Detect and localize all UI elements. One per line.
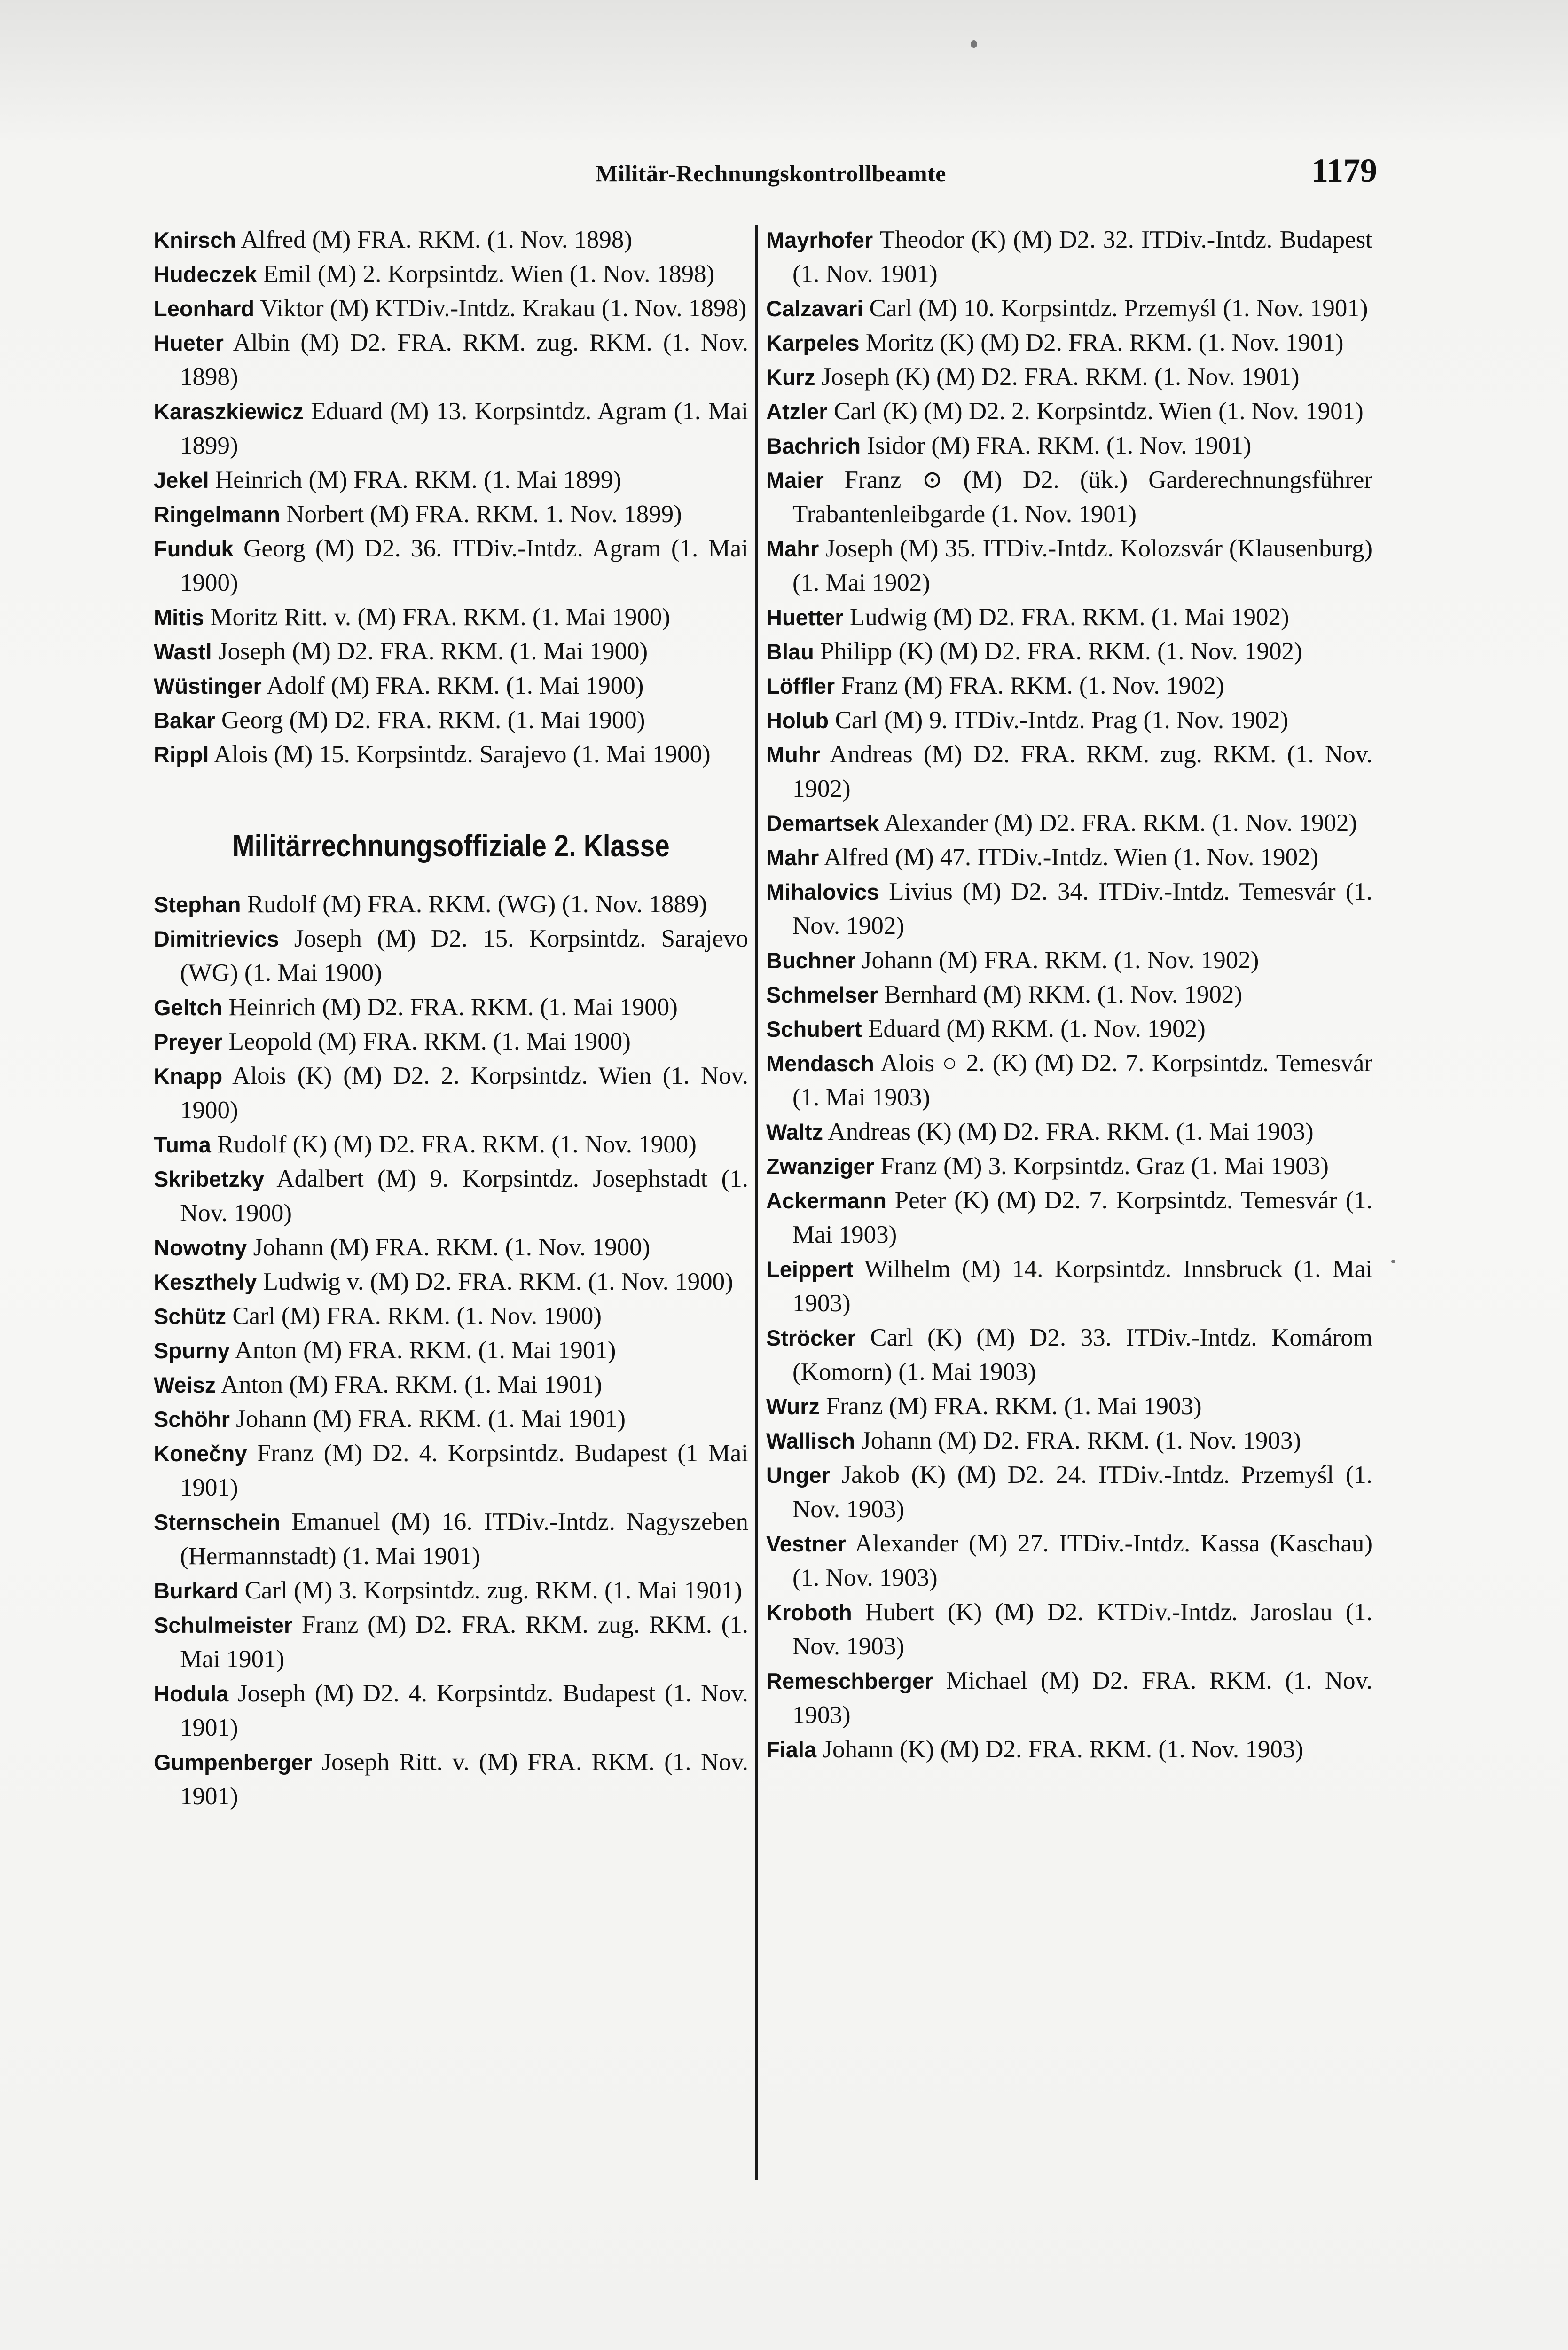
surname: Stephan [154,892,241,917]
register-entry: Kurz Joseph (K) (M) D2. FRA. RKM. (1. Nov. 1901) [766,363,1300,391]
register-entry: Konečny Franz (M) D2. 4. Korpsintdz. Budapest (1 Mai 1901) [154,1440,748,1501]
surname: Funduk [154,536,234,561]
surname: Gumpenberger [154,1750,312,1775]
surname: Mayrhofer [766,227,873,252]
surname: Karpeles [766,330,860,355]
surname: Fiala [766,1737,817,1762]
surname: Buchner [766,948,856,973]
register-entry: Preyer Leopold (M) FRA. RKM. (1. Mai 1900) [154,1028,631,1055]
surname: Keszthely [154,1269,257,1294]
register-entry: Sternschein Emanuel (M) 16. ITDiv.-Intdz. Nagyszeben (Hermannstadt) (1. Mai 1901) [154,1508,748,1570]
surname: Mitis [154,605,204,630]
surname: Bachrich [766,433,861,458]
register-entry: Karpeles Moritz (K) (M) D2. FRA. RKM. (1. Nov. 1901) [766,329,1344,356]
register-entry: Holub Carl (M) 9. ITDiv.-Intdz. Prag (1. Nov. 1902) [766,706,1288,734]
right-column [766,223,1372,1767]
entry-list-section [154,887,748,1814]
surname: Remeschberger [766,1668,933,1693]
surname: Preyer [154,1029,223,1054]
register-entry: Leippert Wilhelm (M) 14. Korpsintdz. Innsbruck (1. Mai 1903) [766,1255,1372,1317]
register-entry: Spurny Anton (M) FRA. RKM. (1. Mai 1901) [154,1337,616,1364]
register-entry: Schöhr Johann (M) FRA. RKM. (1. Mai 1901) [154,1405,626,1433]
register-entry: Blau Philipp (K) (M) D2. FRA. RKM. (1. Nov. 1902) [766,638,1302,665]
register-entry: Mitis Moritz Ritt. v. (M) FRA. RKM. (1. Mai 1900) [154,603,670,631]
register-entry: Wastl Joseph (M) D2. FRA. RKM. (1. Mai 1900) [154,638,648,665]
register-entry: Skribetzky Adalbert (M) 9. Korpsintdz. Josephstadt (1. Nov. 1900) [154,1165,748,1227]
register-entry: Fiala Johann (K) (M) D2. FRA. RKM. (1. Nov. 1903) [766,1736,1304,1763]
surname: Zwanziger [766,1154,874,1179]
surname: Wastl [154,639,212,664]
surname: Schütz [154,1304,227,1329]
running-head: Militär-Rechnungskontrollbeamte [595,160,947,187]
register-entry: Ringelmann Norbert (M) FRA. RKM. 1. Nov. 1899) [154,501,682,528]
surname: Mahr [766,536,819,561]
surname: Blau [766,639,814,664]
register-entry: Keszthely Ludwig v. (M) D2. FRA. RKM. (1. Nov. 1900) [154,1268,733,1295]
surname: Jekel [154,468,209,493]
register-entry: Löffler Franz (M) FRA. RKM. (1. Nov. 1902) [766,672,1224,699]
surname: Weisz [154,1372,216,1397]
surname: Sternschein [154,1510,281,1535]
surname: Kurz [766,365,815,390]
surname: Tuma [154,1132,211,1157]
register-entry: Ströcker Carl (K) (M) D2. 33. ITDiv.-Intdz. Komárom (Komorn) (1. Mai 1903) [766,1324,1372,1386]
register-entry: Schmelser Bernhard (M) RKM. (1. Nov. 1902) [766,981,1243,1008]
surname: Calzavari [766,296,863,321]
register-entry: Dimitrievics Joseph (M) D2. 15. Korpsintdz. Sarajevo (WG) (1. Mai 1900) [154,925,748,987]
column-divider [755,225,758,2180]
surname: Löffler [766,674,835,698]
surname: Schulmeister [154,1613,293,1637]
surname: Knapp [154,1064,223,1089]
register-entry: Maier Franz ⊙ (M) D2. (ük.) Garderechnungsführer Trabantenleibgarde (1. Nov. 1901) [766,466,1372,528]
surname: Kroboth [766,1600,852,1625]
surname: Mahr [766,845,819,870]
surname: Nowotny [154,1235,247,1260]
register-entry: Nowotny Johann (M) FRA. RKM. (1. Nov. 1900) [154,1234,651,1261]
surname: Burkard [154,1578,239,1603]
register-entry: Muhr Andreas (M) D2. FRA. RKM. zug. RKM. (1. Nov. 1902) [766,741,1372,802]
surname: Vestner [766,1531,846,1556]
register-entry: Buchner Johann (M) FRA. RKM. (1. Nov. 1902) [766,947,1259,974]
register-entry: Rippl Alois (M) 15. Korpsintdz. Sarajevo (1. Mai 1900) [154,741,711,768]
surname: Schöhr [154,1407,230,1432]
surname: Ringelmann [154,502,280,527]
register-entry: Mahr Alfred (M) 47. ITDiv.-Intdz. Wien (1. Nov. 1902) [766,844,1319,871]
surname: Schubert [766,1017,862,1042]
surname: Karaszkiewicz [154,399,304,424]
register-entry: Unger Jakob (K) (M) D2. 24. ITDiv.-Intdz. Przemyśl (1. Nov. 1903) [766,1461,1372,1523]
surname: Demartsek [766,811,879,836]
register-entry: Mihalovics Livius (M) D2. 34. ITDiv.-Intdz. Temesvár (1. Nov. 1902) [766,878,1372,940]
register-entry: Funduk Georg (M) D2. 36. ITDiv.-Intdz. Agram (1. Mai 1900) [154,535,748,596]
register-entry: Schütz Carl (M) FRA. RKM. (1. Nov. 1900) [154,1302,602,1330]
surname: Muhr [766,742,820,767]
register-entry: Ackermann Peter (K) (M) D2. 7. Korpsintdz. Temesvár (1. Mai 1903) [766,1187,1372,1248]
surname: Ackermann [766,1188,886,1213]
surname: Wallisch [766,1428,855,1453]
surname: Bakar [154,708,215,733]
surname: Spurny [154,1338,230,1363]
surname: Leonhard [154,296,255,321]
surname: Mendasch [766,1051,874,1076]
register-entry: Mendasch Alois ○ 2. (K) (M) D2. 7. Korpsintdz. Temesvár (1. Mai 1903) [766,1050,1372,1111]
register-entry: Jekel Heinrich (M) FRA. RKM. (1. Mai 1899) [154,466,621,494]
entry-list-top [154,223,748,772]
surname: Waltz [766,1120,823,1144]
register-entry: Waltz Andreas (K) (M) D2. FRA. RKM. (1. Mai 1903) [766,1118,1314,1145]
register-entry: Hudeczek Emil (M) 2. Korpsintdz. Wien (1. Nov. 1898) [154,260,715,288]
surname: Hodula [154,1681,229,1706]
surname: Hueter [154,330,224,355]
register-entry: Gumpenberger Joseph Ritt. v. (M) FRA. RKM. (1. Nov. 1901) [154,1748,748,1810]
register-entry: Huetter Ludwig (M) D2. FRA. RKM. (1. Mai 1902) [766,603,1289,631]
register-entry: Bakar Georg (M) D2. FRA. RKM. (1. Mai 1900) [154,706,645,734]
register-entry: Weisz Anton (M) FRA. RKM. (1. Mai 1901) [154,1371,602,1398]
surname: Rippl [154,742,209,767]
register-entry: Karaszkiewicz Eduard (M) 13. Korpsintdz. Agram (1. Mai 1899) [154,398,748,459]
surname: Maier [766,468,824,493]
register-entry: Demartsek Alexander (M) D2. FRA. RKM. (1. Nov. 1902) [766,809,1357,837]
surname: Leippert [766,1257,854,1282]
left-column [154,223,748,1814]
register-entry: Tuma Rudolf (K) (M) D2. FRA. RKM. (1. Nov. 1900) [154,1131,697,1158]
page-number: 1179 [1311,152,1377,189]
surname: Unger [766,1463,830,1488]
surname: Schmelser [766,982,878,1007]
register-entry: Vestner Alexander (M) 27. ITDiv.-Intdz. Kassa (Kaschau) (1. Nov. 1903) [766,1530,1372,1591]
section-heading: Militärrechnungsoffiziale 2. Klasse [232,828,670,863]
register-entry: Wüstinger Adolf (M) FRA. RKM. (1. Mai 1900) [154,672,644,699]
register-entry: Hueter Albin (M) D2. FRA. RKM. zug. RKM. (1. Nov. 1898) [154,329,748,391]
register-entry: Remeschberger Michael (M) D2. FRA. RKM. (1. Nov. 1903) [766,1667,1372,1729]
print-speck [971,40,977,48]
register-entry: Mahr Joseph (M) 35. ITDiv.-Intdz. Kolozsvár (Klausenburg) (1. Mai 1902) [766,535,1372,596]
surname: Wurz [766,1394,820,1419]
surname: Atzler [766,399,828,424]
register-entry: Leonhard Viktor (M) KTDiv.-Intdz. Krakau (1. Nov. 1898) [154,295,747,322]
surname: Konečny [154,1441,247,1466]
surname: Hudeczek [154,262,257,287]
register-entry: Schulmeister Franz (M) D2. FRA. RKM. zug. RKM. (1. Mai 1901) [154,1611,748,1673]
surname: Ströcker [766,1325,856,1350]
register-entry: Hodula Joseph (M) D2. 4. Korpsintdz. Budapest (1. Nov. 1901) [154,1680,748,1741]
register-entry: Atzler Carl (K) (M) D2. 2. Korpsintdz. Wien (1. Nov. 1901) [766,398,1364,425]
register-entry: Stephan Rudolf (M) FRA. RKM. (WG) (1. Nov. 1889) [154,891,707,918]
surname: Mihalovics [766,879,879,904]
register-entry: Schubert Eduard (M) RKM. (1. Nov. 1902) [766,1015,1206,1042]
surname: Dimitrievics [154,926,279,951]
print-speck [1391,1260,1395,1263]
surname: Geltch [154,995,223,1020]
surname: Holub [766,708,829,733]
register-entry: Wurz Franz (M) FRA. RKM. (1. Mai 1903) [766,1393,1202,1420]
register-entry: Knirsch Alfred (M) FRA. RKM. (1. Nov. 1898) [154,226,633,253]
register-entry: Zwanziger Franz (M) 3. Korpsintdz. Graz (1. Mai 1903) [766,1152,1329,1180]
surname: Wüstinger [154,674,262,698]
surname: Huetter [766,605,844,630]
register-entry: Geltch Heinrich (M) D2. FRA. RKM. (1. Mai 1900) [154,994,678,1021]
register-entry: Calzavari Carl (M) 10. Korpsintdz. Przemyśl (1. Nov. 1901) [766,295,1368,322]
register-entry: Burkard Carl (M) 3. Korpsintdz. zug. RKM. (1. Mai 1901) [154,1577,742,1604]
register-entry: Knapp Alois (K) (M) D2. 2. Korpsintdz. Wien (1. Nov. 1900) [154,1062,748,1124]
surname: Skribetzky [154,1167,265,1191]
surname: Knirsch [154,227,236,252]
register-entry: Kroboth Hubert (K) (M) D2. KTDiv.-Intdz. Jaroslau (1. Nov. 1903) [766,1598,1372,1660]
register-entry: Bachrich Isidor (M) FRA. RKM. (1. Nov. 1901) [766,432,1252,459]
register-entry: Wallisch Johann (M) D2. FRA. RKM. (1. Nov. 1903) [766,1427,1301,1454]
register-entry: Mayrhofer Theodor (K) (M) D2. 32. ITDiv.-Intdz. Budapest (1. Nov. 1901) [766,226,1372,288]
